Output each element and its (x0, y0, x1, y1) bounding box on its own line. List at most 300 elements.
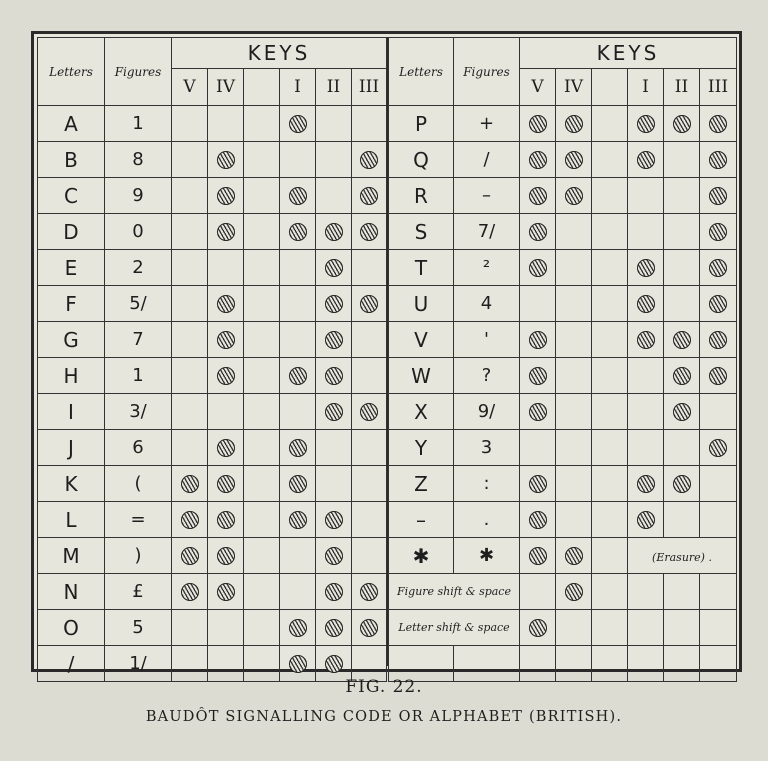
key-cell (520, 610, 556, 646)
key-cell (244, 430, 280, 466)
letter-cell: Y (389, 430, 454, 466)
key-cell (700, 106, 737, 142)
key-cell (244, 322, 280, 358)
table-row (389, 610, 737, 646)
key-cell (244, 250, 280, 286)
letters-header: Letters (38, 38, 105, 106)
table-row (389, 214, 737, 250)
punched-hole-icon (217, 547, 235, 565)
keys-header: KEYS (172, 38, 387, 69)
punched-hole-icon (289, 655, 307, 673)
punched-hole-icon (529, 259, 547, 277)
punched-hole-icon (217, 331, 235, 349)
figure-cell: 1 (105, 106, 172, 142)
letter-cell: T (389, 250, 454, 286)
punched-hole-icon (709, 367, 727, 385)
key-cell (208, 466, 244, 502)
key-cell (316, 574, 352, 610)
key-column-header: I (280, 69, 316, 106)
key-cell (316, 430, 352, 466)
key-cell (520, 250, 556, 286)
punched-hole-icon (289, 619, 307, 637)
key-cell (172, 106, 208, 142)
punched-hole-icon (217, 367, 235, 385)
punched-hole-icon (565, 547, 583, 565)
erasure-note: (Erasure) . (652, 551, 712, 564)
key-column-header (244, 69, 280, 106)
key-cell (556, 178, 592, 214)
figure-cell: 6 (105, 430, 172, 466)
punched-hole-icon (181, 547, 199, 565)
table-row (38, 358, 387, 394)
key-cell (664, 178, 700, 214)
key-cell (316, 466, 352, 502)
key-cell (244, 106, 280, 142)
letter-cell: A (38, 106, 105, 142)
table-row (38, 538, 387, 574)
figure-cell: 8 (105, 142, 172, 178)
figure-cell: 1 (105, 358, 172, 394)
figure-cell: ) (105, 538, 172, 574)
key-cell (592, 214, 628, 250)
table-row (38, 430, 387, 466)
key-column-header: IV (208, 69, 244, 106)
letter-cell: J (38, 430, 105, 466)
table-row (389, 106, 737, 142)
key-cell (556, 322, 592, 358)
punched-hole-icon (709, 295, 727, 313)
figure-title: BAUDÔT SIGNALLING CODE OR ALPHABET (BRITISH). (145, 709, 623, 725)
key-cell (172, 250, 208, 286)
punched-hole-icon (637, 295, 655, 313)
letter-cell: ✱ (389, 538, 454, 574)
table-row (389, 358, 737, 394)
key-cell (700, 466, 737, 502)
figure-cell: 5/ (105, 286, 172, 322)
key-cell (352, 610, 387, 646)
key-cell (556, 394, 592, 430)
key-cell (280, 610, 316, 646)
table-row (389, 286, 737, 322)
letter-cell: V (389, 322, 454, 358)
figures-header: Figures (105, 38, 172, 106)
key-cell (556, 610, 592, 646)
figure-cell: : (454, 466, 520, 502)
key-cell (628, 286, 664, 322)
figure-cell: ? (454, 358, 520, 394)
punched-hole-icon (181, 583, 199, 601)
table-row (389, 142, 737, 178)
key-cell (664, 574, 700, 610)
key-cell (520, 466, 556, 502)
key-cell (628, 250, 664, 286)
key-cell (556, 538, 592, 574)
key-cell (208, 286, 244, 322)
table-row (38, 214, 387, 250)
table-row (389, 178, 737, 214)
punched-hole-icon (217, 151, 235, 169)
key-cell (280, 358, 316, 394)
key-cell (556, 358, 592, 394)
key-cell (352, 286, 387, 322)
letter-cell: E (38, 250, 105, 286)
key-cell (316, 286, 352, 322)
key-cell (208, 106, 244, 142)
key-cell (352, 394, 387, 430)
key-cell (664, 106, 700, 142)
key-cell (352, 538, 387, 574)
key-cell (520, 214, 556, 250)
key-cell (244, 574, 280, 610)
key-cell (208, 178, 244, 214)
table-row (38, 106, 387, 142)
key-cell (208, 250, 244, 286)
punched-hole-icon (709, 151, 727, 169)
key-cell (520, 286, 556, 322)
punched-hole-icon (529, 187, 547, 205)
key-cell (172, 574, 208, 610)
key-cell (700, 286, 737, 322)
punched-hole-icon (709, 331, 727, 349)
key-cell (520, 502, 556, 538)
letter-cell: / (38, 646, 105, 682)
punched-hole-icon (673, 331, 691, 349)
key-cell (664, 322, 700, 358)
table-row (38, 394, 387, 430)
letter-cell: P (389, 106, 454, 142)
key-column-header: III (352, 69, 387, 106)
key-cell (592, 394, 628, 430)
punched-hole-icon (325, 367, 343, 385)
punched-hole-icon (217, 295, 235, 313)
key-cell (592, 466, 628, 502)
punched-hole-icon (673, 115, 691, 133)
letter-cell: – (389, 502, 454, 538)
key-cell (628, 394, 664, 430)
key-cell (316, 610, 352, 646)
punched-hole-icon (289, 475, 307, 493)
key-cell (208, 610, 244, 646)
key-cell (700, 178, 737, 214)
key-cell (592, 142, 628, 178)
punched-hole-icon (325, 655, 343, 673)
key-cell (664, 286, 700, 322)
table-row (389, 538, 737, 574)
punched-hole-icon (637, 151, 655, 169)
key-cell (280, 502, 316, 538)
key-cell (592, 322, 628, 358)
key-cell (520, 430, 556, 466)
key-cell (556, 142, 592, 178)
punched-hole-icon (709, 115, 727, 133)
figure-cell: 0 (105, 214, 172, 250)
punched-hole-icon (360, 223, 378, 241)
key-cell (700, 214, 737, 250)
punched-hole-icon (289, 115, 307, 133)
key-cell (628, 574, 664, 610)
table-row (38, 286, 387, 322)
key-cell (280, 430, 316, 466)
key-cell (172, 538, 208, 574)
key-cell (664, 394, 700, 430)
key-cell (628, 358, 664, 394)
erasure-note-cell (628, 538, 737, 574)
key-cell (316, 358, 352, 394)
letter-cell: C (38, 178, 105, 214)
key-cell (244, 286, 280, 322)
punched-hole-icon (360, 187, 378, 205)
letter-cell: W (389, 358, 454, 394)
key-cell (664, 214, 700, 250)
key-cell (628, 106, 664, 142)
key-cell (244, 538, 280, 574)
letter-cell: L (38, 502, 105, 538)
punched-hole-icon (217, 439, 235, 457)
punched-hole-icon (529, 331, 547, 349)
punched-hole-icon (637, 511, 655, 529)
letter-cell: S (389, 214, 454, 250)
key-cell (556, 574, 592, 610)
shift-label-cell: Letter shift & space (389, 610, 520, 646)
figure-cell: . (454, 502, 520, 538)
key-cell (244, 178, 280, 214)
key-cell (280, 178, 316, 214)
key-cell (172, 466, 208, 502)
figure-cell: 4 (454, 286, 520, 322)
key-column-header: III (700, 69, 737, 106)
letter-cell: Z (389, 466, 454, 502)
key-cell (664, 610, 700, 646)
key-cell (208, 502, 244, 538)
punched-hole-icon (529, 547, 547, 565)
key-cell (628, 214, 664, 250)
key-cell (172, 142, 208, 178)
key-cell (244, 394, 280, 430)
key-cell (316, 322, 352, 358)
figure-caption: FIG. 22. (345, 677, 423, 697)
key-cell (592, 178, 628, 214)
punched-hole-icon (289, 223, 307, 241)
punched-hole-icon (565, 115, 583, 133)
punched-hole-icon (637, 115, 655, 133)
key-cell (664, 358, 700, 394)
key-cell (556, 286, 592, 322)
key-cell (172, 322, 208, 358)
key-cell (352, 214, 387, 250)
table-row (38, 322, 387, 358)
punched-hole-icon (673, 475, 691, 493)
key-cell (280, 466, 316, 502)
figure-cell: ' (454, 322, 520, 358)
key-cell (316, 106, 352, 142)
key-cell (520, 142, 556, 178)
table-row (38, 574, 387, 610)
key-cell (352, 430, 387, 466)
key-cell (208, 358, 244, 394)
key-cell (700, 610, 737, 646)
table-row (38, 610, 387, 646)
key-column-header: II (316, 69, 352, 106)
punched-hole-icon (360, 619, 378, 637)
punched-hole-icon (360, 403, 378, 421)
punched-hole-icon (325, 223, 343, 241)
key-cell (700, 358, 737, 394)
figures-header: Figures (454, 38, 520, 106)
key-cell (316, 250, 352, 286)
key-cell (352, 574, 387, 610)
key-cell (352, 106, 387, 142)
key-cell (664, 430, 700, 466)
punched-hole-icon (217, 511, 235, 529)
key-column-header: I (628, 69, 664, 106)
key-cell (664, 142, 700, 178)
table-row (38, 466, 387, 502)
figure-cell: ² (454, 250, 520, 286)
punched-hole-icon (360, 151, 378, 169)
key-cell (208, 430, 244, 466)
punched-hole-icon (529, 511, 547, 529)
key-cell (172, 610, 208, 646)
key-cell (592, 358, 628, 394)
figure-cell: = (105, 502, 172, 538)
key-cell (628, 502, 664, 538)
key-cell (664, 466, 700, 502)
punched-hole-icon (289, 187, 307, 205)
key-cell (208, 574, 244, 610)
punched-hole-icon (709, 439, 727, 457)
punched-hole-icon (181, 511, 199, 529)
punched-hole-icon (529, 151, 547, 169)
key-cell (556, 430, 592, 466)
left-half-table (37, 37, 388, 676)
letters-header: Letters (389, 38, 454, 106)
key-cell (700, 430, 737, 466)
key-cell (172, 178, 208, 214)
table-row (389, 322, 737, 358)
table-row (38, 142, 387, 178)
punched-hole-icon (529, 223, 547, 241)
key-cell (280, 322, 316, 358)
key-cell (592, 574, 628, 610)
punched-hole-icon (325, 619, 343, 637)
table-row (38, 178, 387, 214)
figure-cell: 7 (105, 322, 172, 358)
key-cell (244, 610, 280, 646)
key-cell (700, 142, 737, 178)
table-row (389, 502, 737, 538)
punched-hole-icon (289, 367, 307, 385)
key-cell (316, 502, 352, 538)
key-column-header: V (520, 69, 556, 106)
key-cell (628, 178, 664, 214)
key-cell (592, 610, 628, 646)
key-cell (316, 214, 352, 250)
punched-hole-icon (673, 403, 691, 421)
punched-hole-icon (637, 331, 655, 349)
punched-hole-icon (529, 619, 547, 637)
key-cell (316, 178, 352, 214)
table-row (389, 430, 737, 466)
key-cell (280, 286, 316, 322)
right-half-table (388, 37, 736, 666)
key-cell (628, 430, 664, 466)
figure-cell: ( (105, 466, 172, 502)
letter-cell: M (38, 538, 105, 574)
table-row (389, 466, 737, 502)
key-cell (244, 142, 280, 178)
key-cell (520, 358, 556, 394)
key-cell (628, 322, 664, 358)
punched-hole-icon (325, 331, 343, 349)
key-cell (628, 610, 664, 646)
key-cell (244, 502, 280, 538)
letter-cell: I (38, 394, 105, 430)
key-cell (556, 106, 592, 142)
key-cell (700, 502, 737, 538)
letter-cell: R (389, 178, 454, 214)
figure-cell: 7/ (454, 214, 520, 250)
key-cell (520, 538, 556, 574)
punched-hole-icon (325, 583, 343, 601)
punched-hole-icon (360, 295, 378, 313)
punched-hole-icon (217, 475, 235, 493)
key-cell (520, 394, 556, 430)
key-cell (664, 250, 700, 286)
shift-label-cell: Figure shift & space (389, 574, 520, 610)
letter-cell: Q (389, 142, 454, 178)
key-cell (172, 214, 208, 250)
punched-hole-icon (325, 547, 343, 565)
key-cell (208, 394, 244, 430)
key-cell (280, 142, 316, 178)
key-cell (208, 322, 244, 358)
key-cell (172, 286, 208, 322)
punched-hole-icon (360, 583, 378, 601)
key-cell (208, 538, 244, 574)
key-cell (244, 214, 280, 250)
key-cell (172, 502, 208, 538)
key-cell (556, 502, 592, 538)
punched-hole-icon (565, 187, 583, 205)
key-cell (592, 538, 628, 574)
punched-hole-icon (289, 439, 307, 457)
keys-header: KEYS (520, 38, 737, 69)
letter-cell: G (38, 322, 105, 358)
key-cell (352, 142, 387, 178)
table-row (389, 394, 737, 430)
key-cell (664, 502, 700, 538)
key-cell (352, 178, 387, 214)
key-column-header: IV (556, 69, 592, 106)
figure-cell: / (454, 142, 520, 178)
letter-cell: O (38, 610, 105, 646)
punched-hole-icon (673, 367, 691, 385)
key-cell (316, 394, 352, 430)
punched-hole-icon (325, 295, 343, 313)
punched-hole-icon (325, 259, 343, 277)
key-cell (700, 574, 737, 610)
key-cell (556, 466, 592, 502)
punched-hole-icon (529, 475, 547, 493)
key-cell (172, 394, 208, 430)
table-row (389, 250, 737, 286)
key-cell (700, 394, 737, 430)
key-cell (520, 106, 556, 142)
key-cell (352, 466, 387, 502)
figure-cell: 3/ (105, 394, 172, 430)
table-row (389, 574, 737, 610)
punched-hole-icon (637, 259, 655, 277)
